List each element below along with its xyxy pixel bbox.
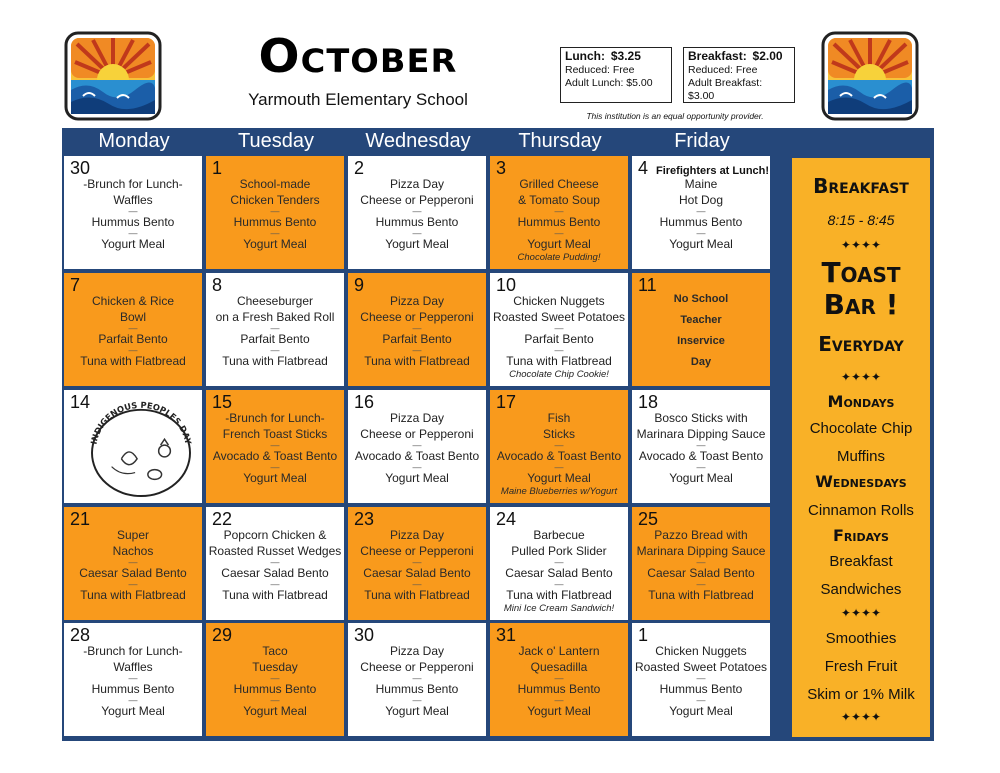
menu-separator: — [554, 695, 564, 705]
menu-item: Hummus Bento [233, 682, 317, 696]
day-cell [490, 623, 628, 736]
day-number: 16 [354, 392, 375, 412]
menu-item: Tuna with Flatbread [222, 354, 328, 368]
menu-separator: — [696, 673, 706, 683]
menu-item: Hummus Bento [659, 215, 743, 229]
menu-item: Fish [547, 411, 571, 425]
day-cell [348, 156, 486, 269]
menu-item: & Tomato Soup [518, 193, 600, 207]
menu-separator: — [412, 557, 422, 567]
menu-item: Parfait Bento [98, 332, 168, 346]
day-number: 23 [354, 509, 375, 529]
day-number: 7 [70, 275, 81, 295]
menu-item: Super [116, 528, 150, 542]
day-number: 15 [212, 392, 233, 412]
menu-lines [206, 176, 344, 252]
sunset-logo-right [820, 30, 920, 122]
menu-item: Caesar Salad Bento [79, 566, 187, 580]
menu-lines [348, 293, 486, 369]
menu-item: Bowl [119, 310, 146, 324]
breakfast-adult: Adult Breakfast: $3.00 [688, 77, 763, 102]
menu-lines [206, 410, 344, 486]
menu-item: Maine [684, 177, 718, 191]
day-number: 4 [638, 158, 649, 178]
menu-separator: — [554, 323, 564, 333]
lunch-price-box [560, 47, 672, 103]
menu-lines [348, 176, 486, 252]
menu-item: Avocado & Toast Bento [638, 449, 764, 463]
menu-item: Hummus Bento [233, 215, 317, 229]
menu-separator: — [270, 206, 280, 216]
day-cell [348, 507, 486, 620]
menu-lines [348, 643, 486, 719]
day-header-wednesday: Wednesday [365, 130, 471, 152]
menu-item: Cheese or Pepperoni [360, 660, 474, 674]
menu-item: Marinara Dipping Sauce [636, 544, 766, 558]
day-number: 11 [638, 275, 657, 295]
menu-separator: — [412, 673, 422, 683]
menu-lines [490, 410, 628, 498]
day-number: 30 [354, 625, 375, 645]
day-number: 24 [496, 509, 517, 529]
day-number: 17 [496, 392, 517, 412]
menu-separator: — [128, 323, 138, 333]
menu-item: Tuna with Flatbread [506, 354, 612, 368]
day-cell [64, 156, 202, 269]
menu-lines [348, 527, 486, 603]
menu-item: School-made [239, 177, 311, 191]
toast-bar-title-1: Toast [821, 256, 901, 289]
menu-item: Yogurt Meal [385, 704, 449, 718]
day-number: 1 [212, 158, 223, 178]
chocolate-chip-text: Chocolate Chip [809, 420, 913, 437]
menu-item: Waffles [113, 193, 153, 207]
school-name: Yarmouth Elementary School [248, 90, 468, 109]
menu-lines [490, 527, 628, 615]
menu-separator: — [554, 673, 564, 683]
menu-item: -Brunch for Lunch- [83, 644, 183, 658]
menu-item: Tuna with Flatbread [364, 354, 470, 368]
day-cell [206, 507, 344, 620]
menu-item: -Brunch for Lunch- [83, 177, 183, 191]
menu-item: Chicken & Rice [91, 294, 175, 308]
day-cell [632, 507, 770, 620]
menu-separator: — [128, 345, 138, 355]
breakfast-reduced: Reduced: Free [688, 64, 758, 76]
day-number: 9 [354, 275, 365, 295]
menu-item: Bosco Sticks with [654, 411, 748, 425]
special-event-label: Firefighters at Lunch! [656, 165, 770, 177]
menu-separator: — [554, 579, 564, 589]
menu-item: Tuna with Flatbread [648, 588, 754, 602]
menu-separator: — [696, 695, 706, 705]
menu-item: Hummus Bento [659, 682, 743, 696]
special-note: Chocolate Chip Cookie! [509, 369, 609, 380]
menu-item: Cheese or Pepperoni [360, 544, 474, 558]
menu-separator: — [412, 440, 422, 450]
menu-lines [632, 410, 770, 486]
menu-item: Parfait Bento [240, 332, 310, 346]
menu-lines [64, 527, 202, 603]
menu-item: Yogurt Meal [385, 471, 449, 485]
menu-separator: — [696, 440, 706, 450]
lunch-adult: Adult Lunch: $5.00 [565, 77, 653, 89]
menu-item: Chicken Nuggets [655, 644, 747, 658]
menu-lines [490, 643, 628, 719]
day-cell [490, 390, 628, 503]
day-number: 1 [638, 625, 649, 645]
menu-separator: — [128, 673, 138, 683]
menu-item: Roasted Sweet Potatoes [492, 310, 626, 324]
day-number: 31 [496, 625, 517, 645]
menu-item: on a Fresh Baked Roll [215, 310, 335, 324]
menu-separator: — [554, 440, 564, 450]
day-number: 28 [70, 625, 91, 645]
smoothies-text: Smoothies [825, 630, 897, 647]
day-number: 25 [638, 509, 659, 529]
menu-lines [64, 293, 202, 369]
menu-item: Chicken Nuggets [513, 294, 605, 308]
menu-item: Pizza Day [389, 177, 445, 191]
day-cell [632, 623, 770, 736]
day-number: 29 [212, 625, 233, 645]
muffins-text: Muffins [836, 448, 886, 465]
badge-text: INDIGENOUS PEOPLES DAY [88, 400, 194, 446]
menu-item: -Brunch for Lunch- [225, 411, 325, 425]
notice-line: Teacher [680, 314, 722, 326]
menu-separator: — [554, 206, 564, 216]
menu-separator: — [696, 462, 706, 472]
day-cell [348, 273, 486, 386]
day-number: 3 [496, 158, 507, 178]
menu-separator: — [412, 206, 422, 216]
menu-item: Waffles [113, 660, 153, 674]
day-cell [206, 390, 344, 503]
wednesdays-heading: Wednesdays [815, 472, 907, 491]
day-number: 2 [354, 158, 365, 178]
no-school-notice [632, 289, 770, 373]
menu-lines [206, 643, 344, 719]
menu-separator: — [270, 345, 280, 355]
menu-item: Pizza Day [389, 644, 445, 658]
menu-separator: — [696, 206, 706, 216]
sandwiches-text: Sandwiches [820, 581, 902, 598]
day-header-thursday: Thursday [518, 130, 602, 152]
toast-bar-title-2: Bar ! [823, 288, 899, 321]
menu-item: Pizza Day [389, 528, 445, 542]
breakfast-time: 8:15 - 8:45 [827, 212, 895, 228]
menu-item: Marinara Dipping Sauce [636, 427, 766, 441]
menu-lines [64, 176, 202, 252]
divider-stars: ✦✦✦✦ [840, 710, 882, 724]
day-cell [64, 390, 202, 503]
menu-separator: — [128, 206, 138, 216]
day-cell [632, 273, 770, 386]
breakfast-title: Breakfast [813, 174, 909, 198]
menu-item: Quesadilla [530, 660, 588, 674]
everyday-title: Everyday [818, 332, 904, 356]
menu-item: Cheese or Pepperoni [360, 427, 474, 441]
menu-item: Hot Dog [678, 193, 724, 207]
menu-separator: — [270, 228, 280, 238]
day-cell [490, 156, 628, 269]
menu-separator: — [412, 462, 422, 472]
menu-item: Yogurt Meal [669, 704, 733, 718]
indigenous-peoples-day-badge [82, 400, 200, 498]
menu-separator: — [270, 440, 280, 450]
fresh-fruit-text: Fresh Fruit [824, 658, 898, 675]
day-cell [348, 390, 486, 503]
svg-text:INDIGENOUS PEOPLES DAY [88, 400, 193, 446]
breakfast-price: $2.00 [752, 49, 783, 63]
day-cell [632, 390, 770, 503]
menu-item: Yogurt Meal [101, 704, 165, 718]
menu-separator: — [128, 579, 138, 589]
menu-item: Hummus Bento [91, 682, 175, 696]
day-number: 18 [638, 392, 659, 412]
menu-separator: — [270, 323, 280, 333]
special-note: Mini Ice Cream Sandwich! [503, 603, 615, 614]
menu-item: Caesar Salad Bento [505, 566, 613, 580]
menu-item: Tuna with Flatbread [222, 588, 328, 602]
lunch-label: Lunch: [565, 49, 605, 63]
notice-line: Day [690, 356, 712, 368]
menu-item: Hummus Bento [375, 215, 459, 229]
menu-lines [490, 293, 628, 381]
menu-item: Chicken Tenders [230, 193, 320, 207]
menu-lines [490, 176, 628, 264]
menu-item: Hummus Bento [375, 682, 459, 696]
menu-item: Yogurt Meal [101, 237, 165, 251]
sunset-logo-left [63, 30, 163, 122]
menu-item: Tuesday [252, 660, 298, 674]
day-header-tuesday: Tuesday [238, 130, 314, 152]
menu-item: Tuna with Flatbread [80, 588, 186, 602]
day-cell [348, 623, 486, 736]
menu-item: Pazzo Bread with [654, 528, 748, 542]
menu-item: Caesar Salad Bento [363, 566, 471, 580]
menu-item: Tuna with Flatbread [80, 354, 186, 368]
menu-item: Pizza Day [389, 411, 445, 425]
day-number: 21 [70, 509, 91, 529]
menu-item: Jack o' Lantern [518, 644, 600, 658]
menu-separator: — [412, 345, 422, 355]
day-cell [632, 156, 770, 269]
day-number: 30 [70, 158, 91, 178]
cinnamon-rolls-text: Cinnamon Rolls [808, 502, 914, 519]
breakfast-text: Breakfast [829, 553, 893, 570]
menu-separator: — [128, 228, 138, 238]
menu-separator: — [128, 695, 138, 705]
menu-item: Yogurt Meal [243, 471, 307, 485]
breakfast-price-box [683, 47, 795, 103]
menu-item: Nachos [112, 544, 154, 558]
menu-item: Avocado & Toast Bento [496, 449, 622, 463]
menu-separator: — [270, 579, 280, 589]
menu-item: Avocado & Toast Bento [354, 449, 480, 463]
month-title: October [258, 29, 458, 83]
menu-item: Roasted Sweet Potatoes [634, 660, 768, 674]
lunch-reduced: Reduced: Free [565, 64, 635, 76]
menu-separator: — [270, 695, 280, 705]
day-cell [206, 273, 344, 386]
notice-line: No School [673, 293, 729, 305]
menu-separator: — [270, 462, 280, 472]
menu-separator: — [412, 695, 422, 705]
menu-lines [632, 643, 770, 719]
divider-stars: ✦✦✦✦ [840, 370, 882, 384]
menu-item: Yogurt Meal [527, 704, 591, 718]
menu-item: Yogurt Meal [527, 237, 591, 251]
menu-separator: — [412, 579, 422, 589]
menu-item: Caesar Salad Bento [647, 566, 755, 580]
day-cell [490, 507, 628, 620]
day-cell [490, 273, 628, 386]
day-cell [64, 623, 202, 736]
menu-item: Hummus Bento [91, 215, 175, 229]
lunch-calendar [62, 128, 934, 741]
menu-separator: — [128, 557, 138, 567]
menu-item: French Toast Sticks [222, 427, 328, 441]
menu-separator: — [412, 323, 422, 333]
menu-item: Caesar Salad Bento [221, 566, 329, 580]
menu-item: Yogurt Meal [669, 237, 733, 251]
menu-separator: — [554, 462, 564, 472]
special-note: Chocolate Pudding! [517, 252, 601, 263]
menu-item: Popcorn Chicken & [223, 528, 327, 542]
day-cell [206, 623, 344, 736]
menu-item: Parfait Bento [524, 332, 594, 346]
menu-item: Grilled Cheese [519, 177, 599, 191]
menu-separator: — [554, 557, 564, 567]
breakfast-sidebar [792, 158, 930, 737]
menu-separator: — [412, 228, 422, 238]
menu-item: Yogurt Meal [527, 471, 591, 485]
day-cell [64, 273, 202, 386]
menu-separator: — [696, 228, 706, 238]
menu-item: Pulled Pork Slider [511, 544, 607, 558]
menu-item: Avocado & Toast Bento [212, 449, 338, 463]
menu-lines [632, 527, 770, 603]
notice-line: Inservice [677, 335, 725, 347]
menu-item: Tuna with Flatbread [506, 588, 612, 602]
divider-stars: ✦✦✦✦ [840, 238, 882, 252]
day-number: 10 [496, 275, 517, 295]
menu-item: Pizza Day [389, 294, 445, 308]
menu-item: Yogurt Meal [669, 471, 733, 485]
menu-item: Taco [262, 644, 288, 658]
menu-separator: — [554, 228, 564, 238]
menu-lines [206, 293, 344, 369]
menu-item: Yogurt Meal [243, 704, 307, 718]
menu-item: Yogurt Meal [243, 237, 307, 251]
menu-item: Parfait Bento [382, 332, 452, 346]
menu-separator: — [696, 557, 706, 567]
mondays-heading: Mondays [827, 392, 895, 411]
fridays-heading: Fridays [833, 526, 889, 545]
divider-stars: ✦✦✦✦ [840, 606, 882, 620]
menu-item: Hummus Bento [517, 215, 601, 229]
breakfast-label: Breakfast: [688, 49, 747, 63]
menu-separator: — [554, 345, 564, 355]
menu-lines [348, 410, 486, 486]
menu-item: Barbecue [533, 528, 585, 542]
menu-item: Hummus Bento [517, 682, 601, 696]
milk-text: Skim or 1% Milk [807, 686, 915, 703]
menu-lines [206, 527, 344, 603]
day-number: 22 [212, 509, 233, 529]
equal-opportunity-notice: This institution is an equal opportunity provider. [586, 111, 764, 121]
day-header-friday: Friday [674, 130, 730, 152]
day-cell [64, 507, 202, 620]
lunch-price: $3.25 [610, 49, 641, 63]
menu-item: Cheeseburger [236, 294, 314, 308]
menu-item: Cheese or Pepperoni [360, 310, 474, 324]
day-cell [206, 156, 344, 269]
day-number: 8 [212, 275, 223, 295]
menu-item: Yogurt Meal [385, 237, 449, 251]
menu-separator: — [270, 557, 280, 567]
menu-lines [64, 643, 202, 719]
day-number: 14 [70, 392, 91, 412]
menu-item: Roasted Russet Wedges [208, 544, 342, 558]
menu-item: Cheese or Pepperoni [360, 193, 474, 207]
menu-lines [632, 176, 770, 252]
day-header-monday: Monday [98, 130, 170, 152]
special-note: Maine Blueberries w/Yogurt [500, 486, 618, 497]
menu-item: Tuna with Flatbread [364, 588, 470, 602]
menu-separator: — [696, 579, 706, 589]
menu-item: Sticks [542, 427, 575, 441]
menu-separator: — [270, 673, 280, 683]
